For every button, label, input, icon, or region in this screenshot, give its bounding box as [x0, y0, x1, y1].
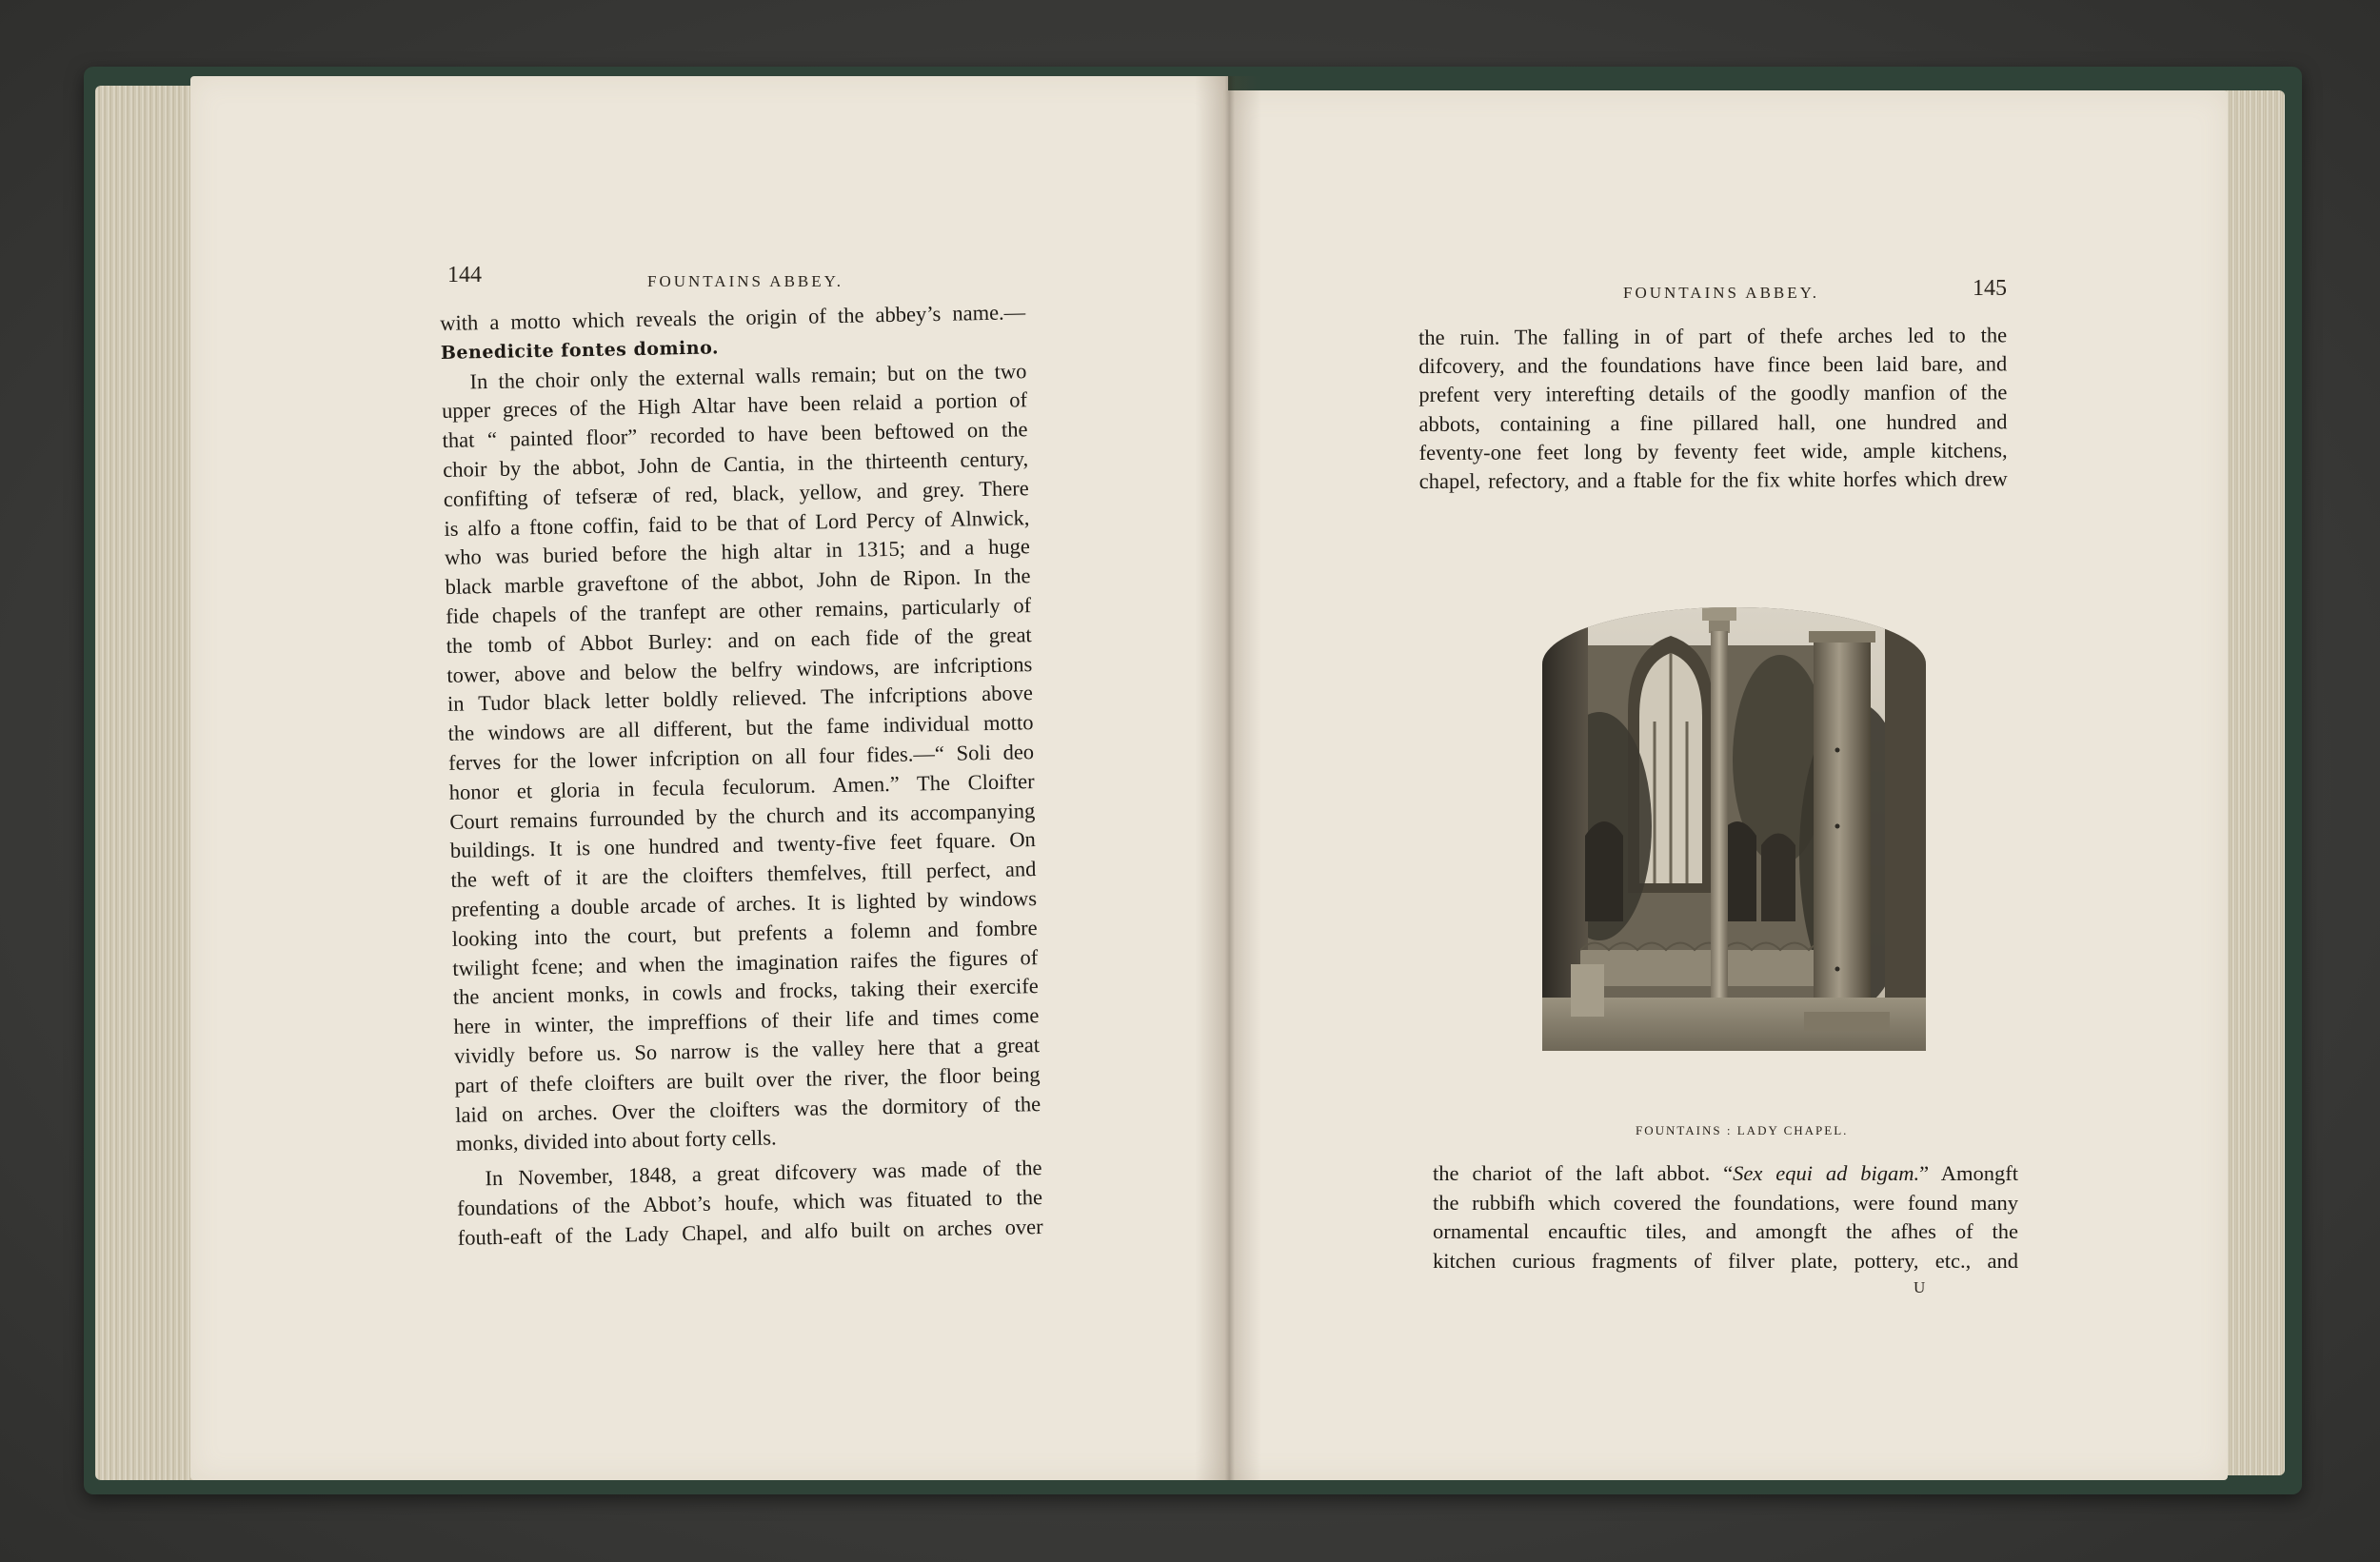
text-line: kitchen curious fragments of filver plate, pottery, etc., and [1433, 1248, 2018, 1273]
text-line: In the choir only the external walls remain; but on the two [469, 358, 1027, 394]
text-line: Court remains furrounded by the church and its accompanying [449, 798, 1036, 834]
right-page-number: 145 [1973, 276, 2007, 301]
text-line: ferves for the lower infcription on all four fides.—“ Soli deo [447, 740, 1035, 775]
text-line: that “ painted floor” recorded to have been beftowed on the [442, 417, 1028, 453]
text-line: twilight fcene; and when the imagination raifes the figures of [452, 944, 1039, 980]
right-body-text-bottom [1433, 1159, 2018, 1275]
text-line: prefent very interefting details of the goodly manfion of the [1418, 380, 2008, 407]
text-line: fouth-eaft of the Lady Chapel, and alfo built on arches over [457, 1214, 1043, 1250]
text-line [1433, 1159, 2018, 1189]
left-body-text [440, 298, 1043, 1253]
text-line: chapel, refectory, and a ftable for the fix white horfes which drew [1418, 466, 2008, 494]
text-fragment: the chariot of the laft abbot. “ [1433, 1161, 1734, 1185]
text-line: feventy-one feet long by feventy feet wide, ample kitchens, [1418, 438, 2008, 465]
text-line: In November, 1848, a great difcovery was made of the [485, 1156, 1042, 1191]
text-line: is alfo a ftone coffin, faid to be that of Lord Percy of Alnwick, [444, 504, 1030, 541]
text-line: part of thefe cloifters are built over the river, the floor being [454, 1061, 1041, 1097]
text-line: confifting of tefseræ of red, black, yellow, and grey. There [443, 475, 1029, 511]
text-line: difcovery, and the foundations have fince been laid bare, and [1418, 351, 2008, 379]
text-line: prefenting a double arcade of arches. It is lighted by windows [450, 886, 1038, 921]
right-running-head: FOUNTAINS ABBEY. [1623, 284, 1819, 302]
text-line: the rubbifh which covered the foundations, were found many [1433, 1190, 2018, 1215]
text-line: looking into the court, but prefents a folemn and fombre [451, 915, 1038, 951]
text-line: tower, above and below the belfry windows, are infcriptions [446, 651, 1033, 687]
text-line: foundations of the Abbot’s houfe, which was fituated to the [456, 1184, 1043, 1220]
book-gutter [1195, 76, 1261, 1480]
right-body-text-top [1418, 321, 2008, 496]
blackletter-motto: Benedicite fontes domino. [440, 337, 720, 364]
text-line: the ancient monks, in cowls and frocks, taking their exercife [452, 974, 1040, 1010]
text-line: monks, divided into about forty cells. [455, 1125, 777, 1157]
signature-mark: U [1914, 1278, 1926, 1296]
text-line: here in winter, the impreffions of their life and times come [453, 1003, 1040, 1038]
text-line: in Tudor black letter boldly relieved. The infcriptions above [446, 681, 1034, 717]
text-line: the weft of it are the cloifters themfelves, ftill perfect, and [450, 857, 1037, 893]
text-line: ornamental encauftic tiles, and amongft the afhes of the [1433, 1219, 2018, 1243]
text-line: choir by the abbot, John de Cantia, in the thirteenth century, [442, 446, 1029, 482]
text-line: honor et gloria in fecula feculorum. Amen.” The Cloifter [448, 768, 1035, 804]
text-line: black marble graveftone of the abbot, John de Ripon. In the [445, 564, 1031, 600]
text-line: buildings. It is one hundred and twenty-five feet fquare. On [449, 827, 1037, 863]
text-line: laid on arches. Over the cloifters was the dormitory of the [455, 1091, 1041, 1127]
text-line: upper greces of the High Altar have been relaid a portion of [441, 387, 1028, 424]
text-line: abbots, containing a fine pillared hall, one hundred and [1418, 408, 2008, 436]
text-fragment: ” Amongft [1919, 1161, 2018, 1185]
text-line: fide chapels of the tranfept are other remains, particularly of [445, 593, 1032, 628]
left-running-head: FOUNTAINS ABBEY. [647, 272, 843, 290]
left-page-number: 144 [447, 263, 482, 287]
ruins-photo-illustration [1542, 607, 1926, 1051]
text-line: with a motto which reveals the origin of the abbey’s name.— [440, 300, 1026, 335]
latin-quote: Sex equi ad bigam. [1733, 1161, 1920, 1185]
text-line: the ruin. The falling in of part of thefe arches led to the [1418, 323, 2008, 349]
lady-chapel-photograph [1542, 607, 1926, 1051]
text-line: vividly before us. So narrow is the valley here that a great [453, 1032, 1041, 1068]
photo-caption: FOUNTAINS : LADY CHAPEL. [1636, 1123, 1849, 1137]
text-line: the tomb of Abbot Burley: and on each fide of the great [446, 622, 1032, 658]
text-line: who was buried before the high altar in 1315; and a huge [444, 534, 1031, 570]
text-line: the windows are all different, but the fame individual motto [447, 710, 1034, 746]
right-page-edges [2218, 90, 2285, 1475]
